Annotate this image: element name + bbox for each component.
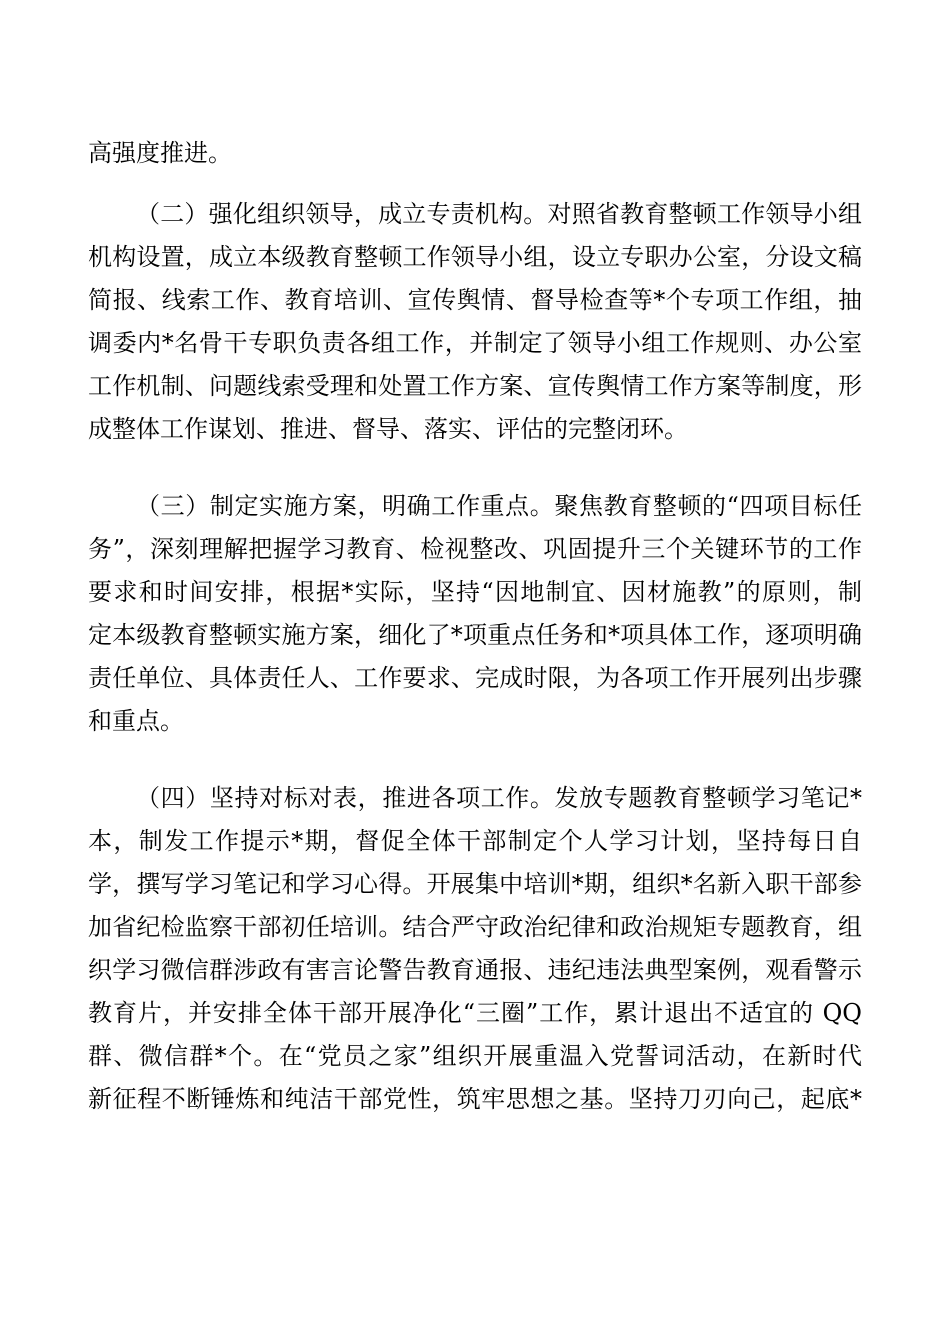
- text-line: 新征程不断锤炼和纯洁干部党性，筑牢思想之基。坚持刀刃向己，起底*: [88, 1085, 862, 1113]
- paragraph-heading-line: （二）强化组织领导，成立专责机构。对照省教育整顿工作领导小组: [136, 200, 862, 228]
- text-line: 和重点。: [88, 707, 184, 735]
- text-line: 定本级教育整顿实施方案，细化了*项重点任务和*项具体工作，逐项明确: [88, 621, 862, 649]
- text-line: 学，撰写学习笔记和学习心得。开展集中培训*期，组织*名新入职干部参: [88, 870, 862, 898]
- text-line: 群、微信群*个。在“党员之家”组织开展重温入党誓词活动，在新时代: [88, 1042, 862, 1070]
- text-line: 责任单位、具体责任人、工作要求、完成时限，为各项工作开展列出步骤: [88, 664, 862, 692]
- text-line: 务”，深刻理解把握学习教育、检视整改、巩固提升三个关键环节的工作: [88, 535, 862, 563]
- text-line: 要求和时间安排，根据*实际，坚持“因地制宜、因材施教”的原则，制: [88, 578, 862, 606]
- text-line: 加省纪检监察干部初任培训。结合严守政治纪律和政治规矩专题教育，组: [88, 913, 862, 941]
- text-line: 机构设置，成立本级教育整顿工作领导小组，设立专职办公室，分设文稿: [88, 243, 862, 271]
- text-line: 高强度推进。: [88, 139, 232, 167]
- text-line: 简报、线索工作、教育培训、宣传舆情、督导检查等*个专项工作组，抽: [88, 286, 862, 314]
- text-line: 教育片，并安排全体干部开展净化“三圈”工作，累计退出不适宜的 QQ: [88, 999, 862, 1027]
- text-line: 调委内*名骨干专职负责各组工作，并制定了领导小组工作规则、办公室: [88, 329, 862, 357]
- text-line: 本，制发工作提示*期，督促全体干部制定个人学习计划，坚持每日自: [88, 827, 862, 855]
- text-line: 成整体工作谋划、推进、督导、落实、评估的完整闭环。: [88, 415, 688, 443]
- text-line: 织学习微信群涉政有害言论警告教育通报、违纪违法典型案例，观看警示: [88, 956, 862, 984]
- text-line: 工作机制、问题线索受理和处置工作方案、宣传舆情工作方案等制度，形: [88, 372, 862, 400]
- paragraph-heading-line: （四）坚持对标对表，推进各项工作。发放专题教育整顿学习笔记*: [136, 784, 862, 812]
- paragraph-heading-line: （三）制定实施方案，明确工作重点。聚焦教育整顿的“四项目标任: [136, 492, 862, 520]
